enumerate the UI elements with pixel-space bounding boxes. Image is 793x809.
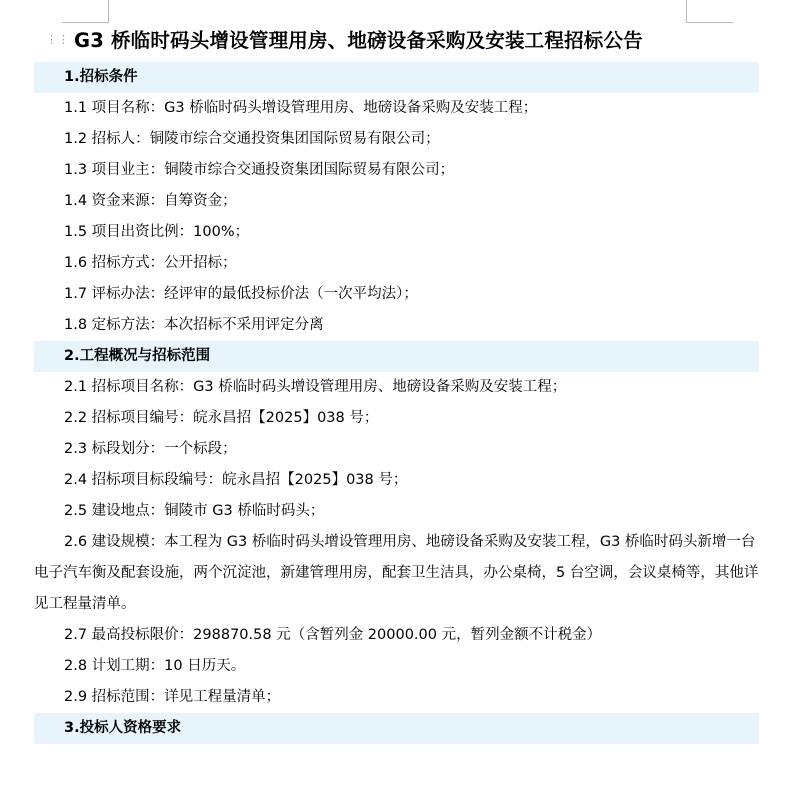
section-item: 2.5 建设地点：铜陵市 G3 桥临时码头； [64,503,325,519]
section-item: 1.1 项目名称：G3 桥临时码头增设管理用房、地磅设备采购及安装工程； [64,100,538,116]
section-item: 2.8 计划工期：10 日历天。 [64,658,246,674]
section-item: 1.2 招标人：铜陵市综合交通投资集团国际贸易有限公司； [64,131,440,147]
section-item: 2.2 招标项目编号：皖永昌招【2025】038 号； [64,410,379,426]
section-item: 2.4 招标项目标段编号：皖永昌招【2025】038 号； [64,472,408,488]
section-item: 1.6 招标方式：公开招标； [64,255,237,271]
section-item: 1.7 评标办法：经评审的最低投标价法（一次平均法）； [64,286,418,302]
section-item: 2.1 招标项目名称：G3 桥临时码头增设管理用房、地磅设备采购及安装工程； [64,379,567,395]
drag-handle-icon[interactable]: ⋮⋮ [46,34,70,46]
section-heading: 1.招标条件 [34,62,759,93]
section-item: 1.5 项目出资比例：100%； [64,224,250,240]
section-item: 2.6 建设规模：本工程为 G3 桥临时码头增设管理用房、地磅设备采购及安装工程，G3 桥临时码头新增一台电子汽车衡及配套设施，两个沉淀池，新建管理用房，配套卫生洁具，办公桌椅，5 台空调，会议桌椅等，其他详见工程量清单。 [34,534,759,612]
section-item: 1.8 定标方法：本次招标不采用评定分离 [64,317,324,333]
section-item: 1.3 项目业主：铜陵市综合交通投资集团国际贸易有限公司； [64,162,455,178]
page-title: G3 桥临时码头增设管理用房、地磅设备采购及安装工程招标公告 [74,29,643,52]
section-heading: 2.工程概况与招标范围 [34,341,759,372]
title-row [0,0,793,56]
section-item: 2.7 最高投标限价：298870.58 元（含暂列金 20000.00 元，暂列金额不计税金） [64,627,602,643]
section-item: 1.4 资金来源：自筹资金； [64,193,237,209]
section-item: 2.9 招标范围：详见工程量清单； [64,689,281,705]
section-item: 2.3 标段划分：一个标段； [64,441,237,457]
document-content [0,56,793,744]
section-heading: 3.投标人资格要求 [34,713,759,744]
